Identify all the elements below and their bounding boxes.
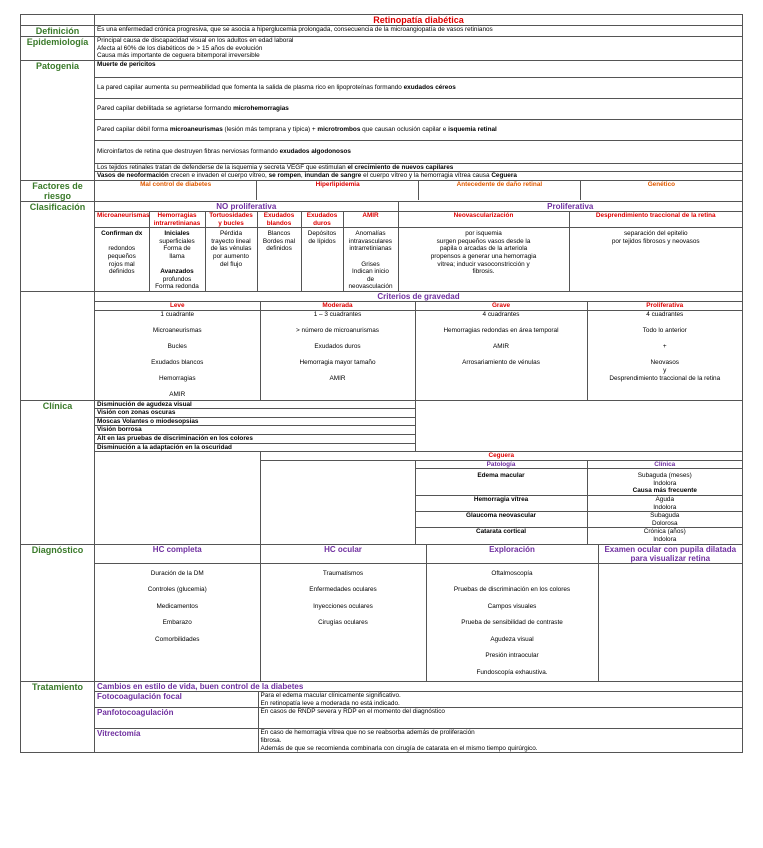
epidemiologia-text: Principal causa de discapacidad visual en los adultos en edad laboral Afecta al 60% de los diabéticos de > 15 años de evolución Causa más importante de ceguera bitemporal irreversible [95, 37, 743, 61]
patologia-hemorragia: Hemorragia vítrea [415, 496, 587, 512]
patologia-edema: Edema macular [415, 469, 587, 496]
col-hemorragias: Hemorragias intrarretinianas [149, 211, 205, 227]
clinica-col-header: Clínica [587, 460, 742, 469]
exudados-duros-desc: Depósitos de lípidos [301, 228, 343, 291]
gravedad-table [95, 292, 742, 400]
col-exudados-blandos: Exudados blandos [257, 211, 301, 227]
clinica-catarata: Crónica (años) Indolora [587, 528, 742, 544]
trat-vitrectomia: Vitrectomía [95, 729, 258, 752]
exudados-blandos-desc: Blancos Bordes mal definidos [257, 228, 301, 291]
trat-fotocoagulacion: Fotocoagulación focal [95, 692, 258, 708]
clinica-item-4: Visión borrosa [95, 426, 415, 435]
tratamiento-head: Cambios en estilo de vida, buen control de la diabetes [95, 682, 742, 692]
factor-1: Mal control de diabetes [95, 181, 257, 200]
tratamiento-table [95, 682, 742, 752]
microaneurismas-desc: Confirman dx redondos pequeños rojos mal definidos [95, 228, 149, 291]
diag-exploracion: Exploración [426, 545, 598, 564]
gravedad-grave: 4 cuadrantes Hemorragias redondas en área temporal AMIR Arrosariamiento de vénulas [415, 310, 587, 400]
diag-ocular-list: Traumatismos Enfermedades oculares Inyecciones oculares Cirugías oculares [260, 563, 426, 681]
col-microaneurismas: Microaneurismas [95, 211, 149, 227]
col-amir: AMIR [343, 211, 398, 227]
clinica-item-2: Visión con zonas oscuras [95, 409, 415, 418]
gravedad-leve-header: Leve [95, 301, 260, 310]
patogenia-step-1: Muerte de pericitos [95, 60, 743, 77]
diag-hc-list: Duración de la DM Controles (glucemia) Medicamentos Embarazo Comorbilidades [95, 563, 260, 681]
patogenia-label: Patogenia [21, 60, 95, 180]
patologia-glaucoma: Glaucoma neovascular [415, 512, 587, 528]
col-exudados-duros: Exudados duros [301, 211, 343, 227]
patogenia-step-5: Microinfartos de retina que destruyen fibras nerviosas formando exudados algodonosos [95, 140, 743, 163]
trat-vitrectomia-desc: En caso de hemorragia vítrea que no se reabsorba además de proliferación fibrosa. Además de que se recomienda combinarla con cirugía de catarata en el mismo tiempo quirúrgico. [258, 729, 742, 752]
factores-table [95, 181, 742, 200]
amir-desc: Anomalías intravasculares intrarretinianas Grises Indican inicio de neovasculación [343, 228, 398, 291]
desprendimiento-desc: separación del epitelio por tejidos fibrosos y neovasos [569, 228, 742, 291]
factor-3: Antecedente de daño retinal [419, 181, 581, 200]
neovascularizacion-desc: por isquemia surgen pequeños vasos desde la papila o arcadas de la arteriola propensos a generar una hemorragia vítrea; inducir vasoconstricción y fibrosis. [398, 228, 569, 291]
gravedad-moderada: 1 – 3 cuadrantes > número de microanurismas Exudados duros Hemorragia mayor tamaño AMIR [260, 310, 415, 400]
clinica-item-1: Disminución de agudeza visual [95, 401, 415, 409]
factores-label: Factores de riesgo [21, 180, 95, 201]
patologia-catarata: Catarata cortical [415, 528, 587, 544]
ceguera-header: Ceguera [260, 452, 742, 461]
gravedad-proliferativa: 4 cuadrantes Todo lo anterior + Neovasos y Desprendimiento traccional de la retina [587, 310, 742, 400]
clinica-table [95, 401, 742, 544]
patogenia-step-7: Vasos de neoformación crecen e invaden el cuerpo vítreo, se rompen, inundan de sangre el cuerpo vítreo y la hemorragia vítrea causa Ceguera [95, 172, 743, 181]
diag-exploracion-list: Oftalmoscopía Pruebas de discriminación en los colores Campos visuales Prueba de sensibilidad de contraste Agudeza visual Presión intraocular Fundoscopía exhaustiva. [426, 563, 598, 681]
gravedad-leve: 1 cuadrante Microaneurismas Bucles Exudados blancos Hemorragias AMIR [95, 310, 260, 400]
diagnostico-table [95, 545, 742, 682]
factor-4: Genético [580, 181, 742, 200]
no-proliferativa-header: NO proliferativa [95, 202, 398, 212]
gravedad-grave-header: Grave [415, 301, 587, 310]
trat-fotocoagulacion-desc: Para el edema macular clínicamente significativo. En retinopatía leve a moderada no está indicado. [258, 692, 742, 708]
diag-hc-ocular: HC ocular [260, 545, 426, 564]
clasificacion-table [95, 202, 742, 291]
clasificacion-label: Clasificación [21, 201, 95, 291]
col-neovascularizacion: Neovascularización [398, 211, 569, 227]
tratamiento-label: Tratamiento [21, 682, 95, 753]
main-table [20, 14, 743, 753]
gravedad-title: Criterios de gravedad [95, 292, 742, 302]
diagnostico-label: Diagnóstico [21, 544, 95, 682]
patogenia-step-4: Pared capilar débil forma microaneurismas (lesión más temprana y típica) + microtrombos que causan oclusión capilar e isquemia retinal [95, 119, 743, 140]
clinica-item-6: Disminución a la adaptación en la oscuridad [95, 443, 415, 452]
clinica-item-3: Moscas Volantes o miodesopsias [95, 417, 415, 426]
diag-examen-ocular: Examen ocular con pupila dilatada para visualizar retina [598, 545, 742, 564]
col-tortuosidades: Tortuosidades y bucles [205, 211, 257, 227]
document-title: Retinopatía diabética [95, 15, 743, 26]
clinica-item-5: Alt en las pruebas de discriminación en los colores [95, 434, 260, 443]
patologia-header: Patología [415, 460, 587, 469]
proliferativa-header: Proliferativa [398, 202, 742, 212]
patogenia-step-2: La pared capilar aumenta su permeabilidad que fomenta la salida de plasma rico en lipoproteínas formando exudados céreos [95, 77, 743, 98]
diag-hc-completa: HC completa [95, 545, 260, 564]
col-desprendimiento: Desprendimiento traccional de la retina [569, 211, 742, 227]
tortuosidades-desc: Pérdida trayecto lineal de las vénulas por aumento del flujo [205, 228, 257, 291]
patogenia-step-3: Pared capilar debilitada se agrietarse formando microhemorragias [95, 98, 743, 119]
patogenia-step-6: Los tejidos retinales tratan de defenderse de la isquemia y secreta VEGF que estimulan el crecimiento de nuevos capilares [95, 163, 743, 172]
hemorragias-desc: Iniciales superficiales Forma de llama Avanzados profundos Forma redonda [149, 228, 205, 291]
definicion-label: Definición [21, 26, 95, 37]
trat-panfotocoagulacion-desc: En casos de RNDP severa y RDP en el momento del diagnóstico [258, 708, 742, 729]
document-page [20, 14, 743, 753]
epidemiologia-label: Epidemiología [21, 37, 95, 61]
clinica-label: Clínica [21, 400, 95, 544]
definicion-text: Es una enfermedad crónica progresiva, que se asocia a hiperglucemia prolongada, consecuencia de la microangiopatía de vasos retinianos [95, 26, 743, 37]
clinica-edema: Subaguda (meses) Indolora Causa más frecuente [587, 469, 742, 496]
gravedad-moderada-header: Moderada [260, 301, 415, 310]
factor-2: Hiperlipidemia [257, 181, 419, 200]
trat-panfotocoagulacion: Panfotocoagulación [95, 708, 258, 729]
gravedad-proliferativa-header: Proliferativa [587, 301, 742, 310]
clinica-glaucoma: Subaguda Dolorosa [587, 512, 742, 528]
clinica-hemorragia: Aguda Indolora [587, 496, 742, 512]
